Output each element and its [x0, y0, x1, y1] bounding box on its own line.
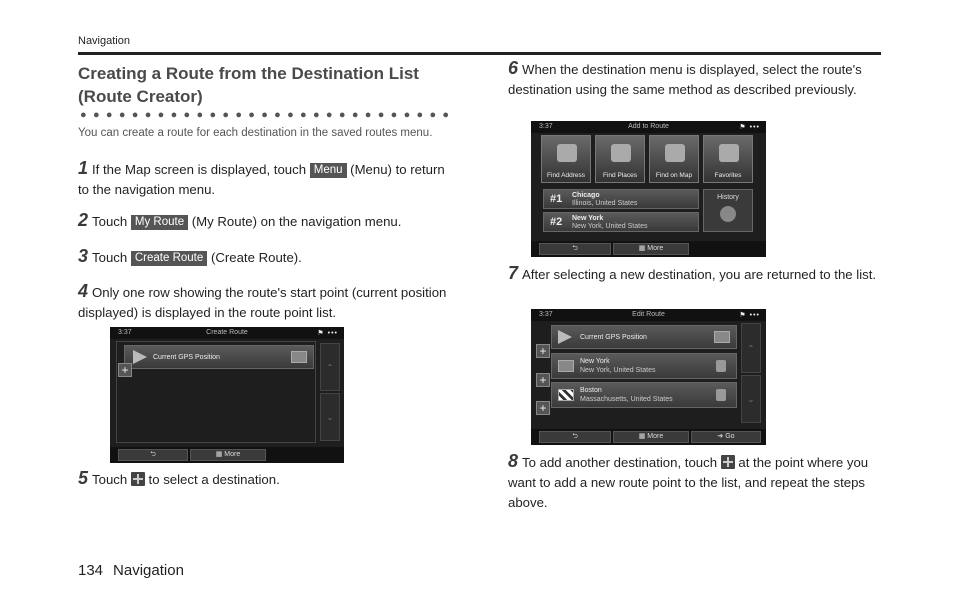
- building-icon: [557, 144, 577, 162]
- add-point-icon: [721, 455, 735, 469]
- header-rule: [78, 52, 881, 55]
- step-number: 7: [508, 263, 519, 283]
- page-number: 134: [78, 562, 104, 579]
- flag-icon: [291, 351, 307, 363]
- step-number: 4: [78, 281, 89, 301]
- step-number: 8: [508, 451, 519, 471]
- scroll-down-icon[interactable]: ⌄: [320, 393, 340, 441]
- step-number: 5: [78, 468, 89, 488]
- compass-icon: [720, 206, 736, 222]
- back-button[interactable]: ⮌: [118, 449, 188, 461]
- route-point-row[interactable]: Boston Massachusetts, United States: [551, 382, 737, 408]
- create-route-screenshot: 3:37 Create Route ⚑ ••• Current GPS Position + ⌃ ⌄ ⮌ ▦ More: [110, 327, 344, 463]
- step-7: 7 After selecting a new destination, you are returned to the list.: [508, 263, 877, 283]
- intro-text: You can create a route for each destination in the saved routes menu.: [78, 127, 433, 139]
- step-number: 6: [508, 58, 519, 78]
- find-places-tile[interactable]: Find Places: [595, 135, 645, 183]
- step-8: 8 To add another destination, touch at the point where you want to add a new route point to the list, and repeat the steps above.: [508, 451, 869, 510]
- page-footer: [78, 562, 194, 579]
- go-button[interactable]: ➔ Go: [691, 431, 761, 443]
- dotted-divider: ●●●●●●●●●●●●●●●●●●●●●●●●●●●●●: [80, 109, 456, 121]
- create-route-chip: Create Route: [131, 251, 207, 266]
- add-point-icon[interactable]: +: [536, 344, 550, 358]
- more-button[interactable]: ▦ More: [190, 449, 266, 461]
- start-arrow-icon: [558, 330, 572, 344]
- section-title: Creating a Route from the Destination List (Route Creator): [78, 64, 419, 106]
- history-item-1[interactable]: #1 Chicago Illinois, United States: [543, 189, 699, 209]
- step-4: 4 Only one row showing the route's start point (current position displayed) is displayed in the route point list.: [78, 281, 447, 320]
- flag-icon: [714, 331, 730, 343]
- map-icon: [665, 144, 685, 162]
- add-point-icon[interactable]: +: [536, 401, 550, 415]
- footer-section: Navigation: [113, 562, 184, 579]
- star-icon: [719, 144, 739, 162]
- step-3: 3 Touch Create Route (Create Route).: [78, 246, 302, 266]
- add-point-icon[interactable]: +: [118, 363, 132, 377]
- history-item-2[interactable]: #2 New York New York, United States: [543, 212, 699, 232]
- route-point-row[interactable]: Current GPS Position: [124, 345, 314, 369]
- step-6: 6 When the destination menu is displayed, select the route's destination using the same method as described previously.: [508, 58, 862, 97]
- route-point-row[interactable]: New York New York, United States: [551, 353, 737, 379]
- trash-icon[interactable]: [716, 360, 726, 372]
- more-button[interactable]: ▦ More: [613, 243, 689, 255]
- more-button[interactable]: ▦ More: [613, 431, 689, 443]
- step-2: 2 Touch My Route (My Route) on the navigation menu.: [78, 210, 402, 230]
- find-address-tile[interactable]: Find Address: [541, 135, 591, 183]
- edit-route-screenshot: 3:37 Edit Route ⚑ ••• Current GPS Position New York New York, United States Boston Massachusetts, United States + + + ⌃ ⌄ ⮌ ▦ More ➔ Go: [531, 309, 766, 445]
- step-number: 1: [78, 158, 89, 178]
- add-to-route-screenshot: 3:37 Add to Route ⚑ ••• Find Address Find Places Find on Map Favorites #1 Chicago Illinois, United States #2 New York New York, United States History ⮌ ▦ More: [531, 121, 766, 257]
- step-5: 5 Touch to select a destination.: [78, 468, 280, 488]
- find-on-map-tile[interactable]: Find on Map: [649, 135, 699, 183]
- favorites-tile[interactable]: Favorites: [703, 135, 753, 183]
- scroll-down-icon[interactable]: ⌄: [741, 375, 761, 423]
- checkered-flag-icon: [558, 389, 574, 401]
- my-route-chip: My Route: [131, 215, 188, 230]
- running-header: Navigation: [78, 35, 130, 47]
- step-number: 2: [78, 210, 89, 230]
- back-button[interactable]: ⮌: [539, 431, 611, 443]
- start-arrow-icon: [133, 350, 147, 364]
- menu-chip: Menu: [310, 163, 347, 178]
- trash-icon[interactable]: [716, 389, 726, 401]
- places-icon: [611, 144, 631, 162]
- waypoint-flag-icon: [558, 360, 574, 372]
- add-point-icon: [131, 472, 145, 486]
- scroll-up-icon[interactable]: ⌃: [741, 323, 761, 373]
- scroll-up-icon[interactable]: ⌃: [320, 343, 340, 391]
- step-1: 1 If the Map screen is displayed, touch Menu (Menu) to return to the navigation menu.: [78, 158, 445, 197]
- route-point-row[interactable]: Current GPS Position: [551, 325, 737, 349]
- history-button[interactable]: History: [703, 189, 753, 232]
- add-point-icon[interactable]: +: [536, 373, 550, 387]
- step-number: 3: [78, 246, 89, 266]
- back-button[interactable]: ⮌: [539, 243, 611, 255]
